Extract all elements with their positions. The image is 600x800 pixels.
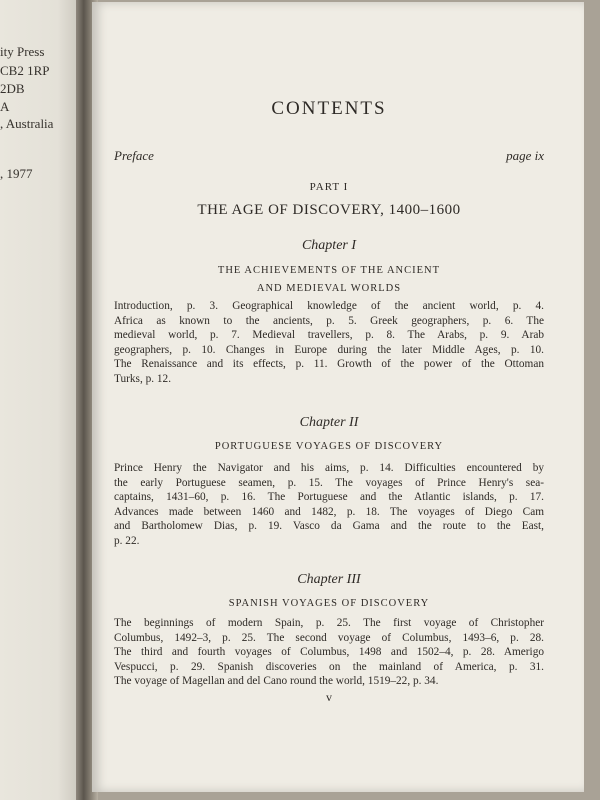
summary-line: Vespucci, p. 29. Spanish discoveries on the mainland of America, p. 31. [114, 660, 544, 673]
page-number: v [326, 690, 332, 704]
chapter-title [114, 438, 544, 456]
summary-line: captains, 1431–60, p. 16. The Portuguese and the Atlantic islands, p. 17. [114, 491, 544, 504]
summary-line: The beginnings of modern Spain, p. 25. The first voyage of Christopher [114, 617, 544, 629]
page-title: CONTENTS [271, 98, 387, 119]
chapter-title-line: PORTUGUESE VOYAGES OF DISCOVERY [214, 441, 444, 452]
chapter-summary [114, 299, 544, 387]
summary-line: Prince Henry the Navigator and his aims, p. 14. Difficulties encountered by [114, 462, 544, 474]
chapter-title [114, 595, 544, 613]
summary-line: medieval world, p. 7. Medieval travellers, p. 8. The Arabs, p. 9. Arab [114, 329, 544, 342]
chapter-title-line: SPANISH VOYAGES OF DISCOVERY [228, 598, 430, 609]
summary-line: geographers, p. 10. Changes in Europe during the later Middle Ages, p. 10. [114, 343, 544, 356]
preface-label: Preface [114, 148, 154, 163]
preface-entry [114, 148, 544, 164]
left-page-line: 2DB [0, 81, 25, 96]
left-page-line: ity Press [0, 44, 45, 59]
chapter-title-line: THE ACHIEVEMENTS OF THE ANCIENT [217, 265, 441, 276]
summary-line: p. 22. [114, 534, 140, 547]
summary-line: Columbus, 1492–3, p. 25. The second voyage of Columbus, 1493–6, p. 28. [114, 631, 544, 644]
contents-page [92, 2, 584, 792]
summary-line: The third and fourth voyages of Columbus, 1498 and 1502–4, p. 28. Amerigo [114, 646, 544, 659]
chapter-summary [114, 461, 544, 549]
part-label: PART I [309, 181, 349, 193]
summary-line: Advances made between 1460 and 1482, p. 18. The voyages of Diego Cam [114, 505, 544, 518]
chapter-summary [114, 616, 544, 689]
summary-line: the early Portuguese seamen, p. 15. The voyages of Prince Henry's sea- [114, 476, 544, 489]
part-title: THE AGE OF DISCOVERY, 1400–1600 [197, 202, 461, 218]
left-page-line: , Australia [0, 116, 54, 131]
summary-line: The Renaissance and its effects, p. 11. Growth of the power of the Ottoman [114, 358, 544, 371]
chapter-number: Chapter III [297, 572, 361, 587]
left-page [0, 0, 82, 800]
summary-line: Africa as known to the ancients, p. 5. Greek geographers, p. 6. The [114, 314, 544, 327]
left-page-line: CB2 1RP [0, 63, 50, 78]
chapter-title-line: AND MEDIEVAL WORLDS [256, 283, 402, 294]
chapter-number: Chapter I [301, 238, 357, 253]
left-page-line: , 1977 [0, 166, 33, 181]
preface-page: page ix [506, 148, 544, 163]
chapter-number: Chapter II [299, 415, 359, 430]
chapter-title [114, 262, 544, 298]
summary-line: The voyage of Magellan and del Cano round the world, 1519–22, p. 34. [114, 675, 439, 688]
summary-line: and Bartholomew Dias, p. 19. Vasco da Gama and the route to the East, [114, 520, 544, 533]
left-page-line: A [0, 99, 10, 114]
summary-line: Turks, p. 12. [114, 372, 172, 385]
summary-line: Introduction, p. 3. Geographical knowledge of the ancient world, p. 4. [114, 300, 544, 312]
